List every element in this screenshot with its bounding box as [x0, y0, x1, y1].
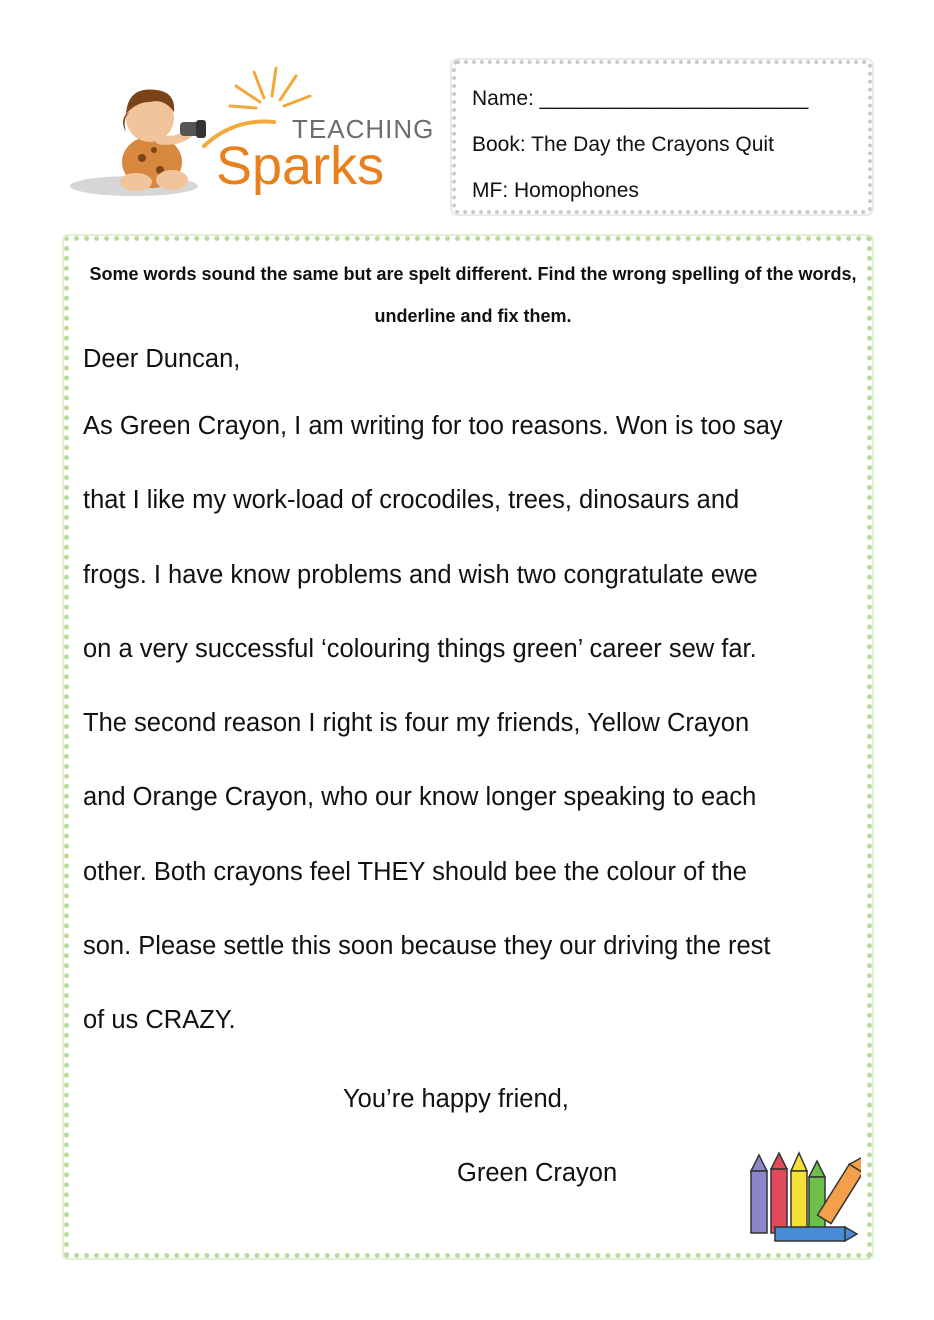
letter-line: As Green Crayon, I am writing for too reasons. Won is too say	[83, 412, 783, 440]
instructions-text: Some words sound the same but are spelt different. Find the wrong spelling of the words, underline and fix them.	[89, 264, 857, 326]
letter-line: The second reason I right is four my friends, Yellow Crayon	[83, 709, 750, 738]
letter-line: that I like my work-load of crocodiles, trees, dinosaurs and	[83, 486, 740, 515]
student-info-box	[452, 60, 872, 214]
letter-closing: You’re happy friend,	[343, 1085, 569, 1113]
letter-line: son. Please settle this soon because they our driving the rest	[83, 932, 771, 961]
brand-top-text: TEACHING	[292, 114, 435, 144]
brand-bottom-text: Sparks	[216, 136, 385, 196]
letter-line: other. Both crayons feel THEY should bee the colour of the	[83, 857, 747, 886]
worksheet-panel	[64, 236, 872, 1258]
letter-line: of us CRAZY.	[83, 1006, 236, 1035]
letter-line: and Orange Crayon, who our know longer speaking to each	[83, 783, 757, 812]
letter-line: on a very successful ‘colouring things green’ career sew far.	[83, 634, 757, 663]
letter-body	[83, 329, 863, 1058]
name-line[interactable]: Name: _______________________	[472, 87, 809, 110]
crayon-box-icon	[745, 1149, 861, 1245]
teaching-sparks-logo	[64, 62, 444, 212]
caveman-with-binoculars-icon	[64, 62, 444, 212]
mf-line: MF: Homophones	[472, 179, 639, 202]
sunburst-icon	[230, 68, 310, 108]
letter-signature: Green Crayon	[457, 1159, 618, 1187]
letter-line: frogs. I have know problems and wish two congratulate ewe	[83, 560, 758, 589]
letter-salutation: Deer Duncan,	[83, 345, 241, 373]
book-line: Book: The Day the Crayons Quit	[472, 133, 774, 156]
